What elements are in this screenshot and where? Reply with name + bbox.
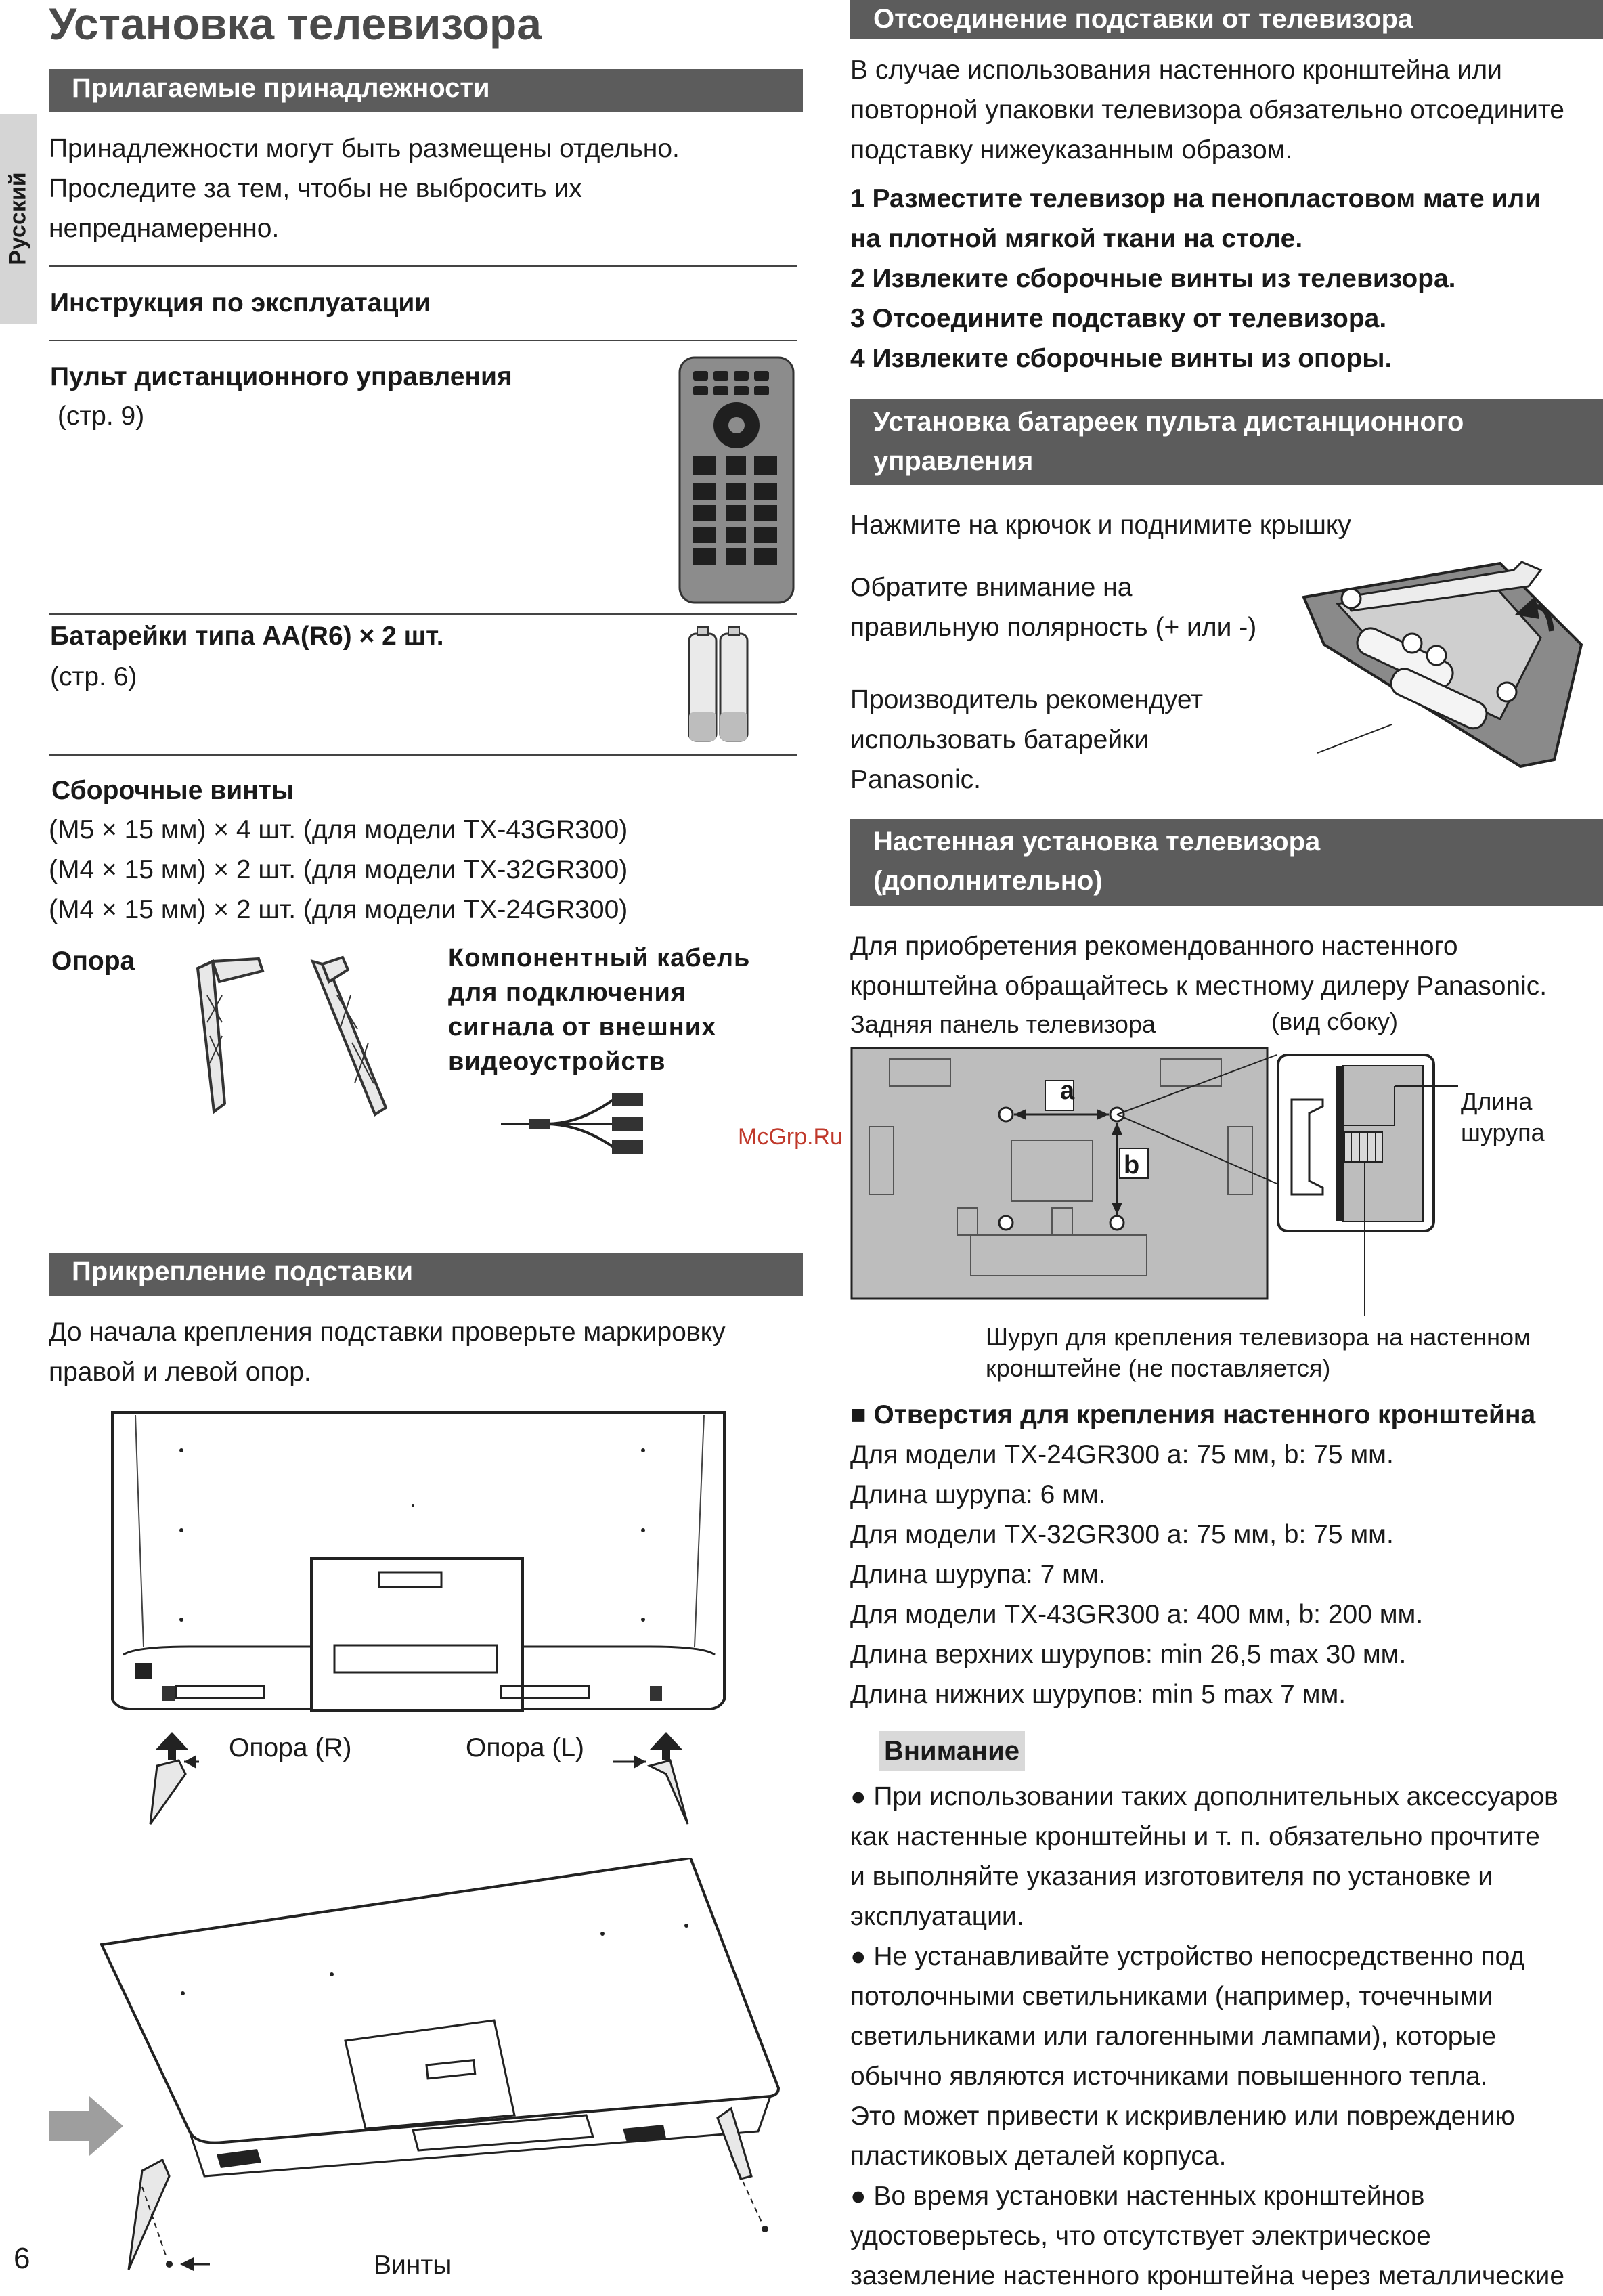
stand-attach-header: Прикрепление подставки: [49, 1253, 803, 1296]
component-cable-illustration: [498, 1085, 661, 1159]
caution-label: Внимание: [879, 1731, 1025, 1771]
holes-title: ■ Отверстия для крепления настенного кронштейна: [850, 1400, 1536, 1429]
detach-text: [850, 50, 1564, 170]
divider: [49, 340, 797, 341]
remote-control-illustration: [674, 355, 799, 605]
spec-line: Длина шурупа: 7 мм.: [850, 1560, 1106, 1589]
caution-line: пластиковых деталей корпуса.: [850, 2142, 1227, 2171]
cable-line: сигнала от внешних: [448, 1013, 717, 1041]
manual-item: Инструкция по эксплуатации: [50, 288, 431, 318]
language-tab-label: Русский: [5, 172, 31, 265]
battery-polarity: [850, 567, 1256, 647]
screw-caption-line: кронштейне (не поставляется): [986, 1354, 1331, 1382]
component-cable-label: [448, 941, 750, 1079]
polarity-line: правильную полярность (+ или -): [850, 613, 1257, 642]
cable-line: Компонентный кабель: [448, 944, 751, 972]
label-a: a: [1060, 1077, 1075, 1105]
stand-attach-text: [49, 1312, 726, 1392]
detach-line: подставку нижеуказанным образом.: [850, 135, 1293, 165]
screws-list: [49, 810, 628, 930]
caution-line: ● Не устанавливайте устройство непосредственно под: [850, 1942, 1525, 1971]
accessories-header: Прилагаемые принадлежности: [49, 69, 803, 112]
batteries-ref: (стр. 6): [50, 662, 137, 691]
caution-line: светильниками или галогенными лампами), которые: [850, 2022, 1497, 2051]
screw-caption: [986, 1322, 1531, 1384]
caution-line: заземление настенного кронштейна через металлические: [850, 2261, 1565, 2291]
wall-text-line: Для приобретения рекомендованного настенного: [850, 932, 1458, 961]
spec-line: Для модели TX-32GR300 a: 75 мм, b: 75 мм.: [850, 1520, 1394, 1549]
detach-step: на плотной мягкой ткани на столе.: [850, 224, 1303, 253]
detach-line: В случае использования настенного кронштейна или: [850, 56, 1502, 85]
wall-header-line: (дополнительно): [873, 866, 1103, 896]
caution-line: обычно являются источниками повышенного тепла.: [850, 2062, 1488, 2091]
remote-ref: (стр. 9): [50, 402, 145, 431]
spec-line: Длина шурупа: 6 мм.: [850, 1480, 1106, 1509]
detach-header: Отсоединение подставки от телевизора: [850, 0, 1603, 39]
caution-line: эксплуатации.: [850, 1902, 1024, 1931]
screws-title: Сборочные винты: [51, 776, 294, 805]
divider: [49, 265, 797, 267]
caution-line: удостоверьтесь, что отсутствует электрическое: [850, 2222, 1431, 2251]
battery-header-line: управления: [873, 446, 1034, 476]
divider: [49, 754, 797, 756]
screw-caption-line: Шуруп для крепления телевизора на настенном: [986, 1323, 1531, 1351]
spec-line: Длина нижних шурупов: min 5 max 7 мм.: [850, 1680, 1346, 1709]
battery-recommend: [850, 680, 1203, 800]
screw-length-line: шурупа: [1461, 1119, 1545, 1146]
label-stand-right: Опора (R): [229, 1733, 352, 1762]
detach-step: 4 Извлеките сборочные винты из опоры.: [850, 344, 1392, 373]
batteries-title: Батарейки типа AA(R6) × 2 шт.: [50, 622, 444, 651]
cable-line: для подключения: [448, 978, 687, 1007]
detach-line: повторной упаковки телевизора обязательно отсоедините: [850, 95, 1564, 125]
detach-step: 2 Извлеките сборочные винты из телевизора.: [850, 264, 1456, 293]
caution-line: ● При использовании таких дополнительных аксессуаров: [850, 1782, 1558, 1811]
wall-header-line: Настенная установка телевизора: [873, 827, 1321, 857]
batteries-illustration: [684, 624, 754, 745]
watermark: McGrp.Ru: [738, 1124, 843, 1150]
screws-line: (M5 × 15 мм) × 4 шт. (для модели TX-43GR300): [49, 815, 628, 844]
screws-line: (M4 × 15 мм) × 2 шт. (для модели TX-24GR300): [49, 895, 628, 924]
battery-step1: Нажмите на крючок и поднимите крышку: [850, 511, 1351, 540]
stand-attach-line: правой и левой опор.: [49, 1358, 311, 1387]
stand-legs-illustration: [177, 955, 408, 1117]
intro-line: непреднамеренно.: [49, 214, 280, 243]
accessories-intro: [49, 129, 680, 248]
spec-line: Для модели TX-43GR300 a: 400 мм, b: 200 мм.: [850, 1600, 1424, 1629]
label-stand-left: Опора (L): [466, 1733, 585, 1762]
recommend-line: Panasonic.: [850, 765, 981, 794]
polarity-line: Обратите внимание на: [850, 573, 1133, 602]
stand-title: Опора: [51, 947, 135, 976]
caution-line: Это может привести к искривлению или повреждению: [850, 2102, 1515, 2131]
screw-length-line: Длина: [1461, 1087, 1533, 1115]
page-title: Установка телевизора: [49, 0, 542, 49]
spec-line: Длина верхних шурупов: min 26,5 max 30 мм.: [850, 1640, 1407, 1669]
intro-line: Принадлежности могут быть размещены отдельно.: [49, 134, 680, 163]
detach-steps: [850, 179, 1541, 378]
battery-install-header: [850, 399, 1603, 485]
wall-mount-header: [850, 819, 1603, 906]
intro-line: Проследите за тем, чтобы не выбросить их: [49, 174, 582, 203]
wall-text-line: кронштейна обращайтесь к местному дилеру Panasonic.: [850, 972, 1547, 1001]
wall-mount-text: [850, 926, 1547, 1006]
caution-line: и выполняйте указания изготовителя по установке и: [850, 1862, 1493, 1891]
recommend-line: Производитель рекомендует: [850, 685, 1204, 714]
caution-line: ● Во время установки настенных кронштейнов: [850, 2182, 1425, 2211]
page-number: 6: [14, 2242, 30, 2275]
tv-back-screws-diagram: [47, 1858, 792, 2280]
specs-list: [850, 1435, 1423, 1714]
remote-battery-cover-illustration: [1297, 557, 1595, 773]
remote-title: Пульт дистанционного управления: [50, 362, 512, 391]
battery-header-line: Установка батареек пульта дистанционного: [873, 407, 1464, 437]
detach-step: 1 Разместите телевизор на пенопластовом мате или: [850, 184, 1541, 213]
tv-back-stand-diagram: [108, 1408, 731, 1828]
caution-line: как настенные кронштейны и т. п. обязательно прочтите: [850, 1822, 1540, 1851]
label-b: b: [1124, 1151, 1140, 1179]
spec-line: Для модели TX-24GR300 a: 75 мм, b: 75 мм.: [850, 1440, 1394, 1469]
detach-step: 3 Отсоедините подставку от телевизора.: [850, 304, 1387, 333]
stand-attach-line: До начала крепления подставки проверьте маркировку: [49, 1318, 726, 1347]
screws-line: (M4 × 15 мм) × 2 шт. (для модели TX-32GR300): [49, 855, 628, 884]
rear-panel-label: Задняя панель телевизора: [850, 1010, 1156, 1038]
label-screws: Винты: [374, 2251, 452, 2280]
recommend-line: использовать батарейки: [850, 725, 1149, 754]
side-view-label: (вид сбоку): [1271, 1008, 1399, 1035]
caution-text: [850, 1777, 1564, 2296]
cable-line: видеоустройств: [448, 1047, 666, 1076]
screw-length-label: [1461, 1086, 1545, 1148]
caution-line: потолочными светильниками (например, точечными: [850, 1982, 1493, 2011]
divider: [49, 613, 797, 615]
language-tab: [0, 114, 37, 324]
